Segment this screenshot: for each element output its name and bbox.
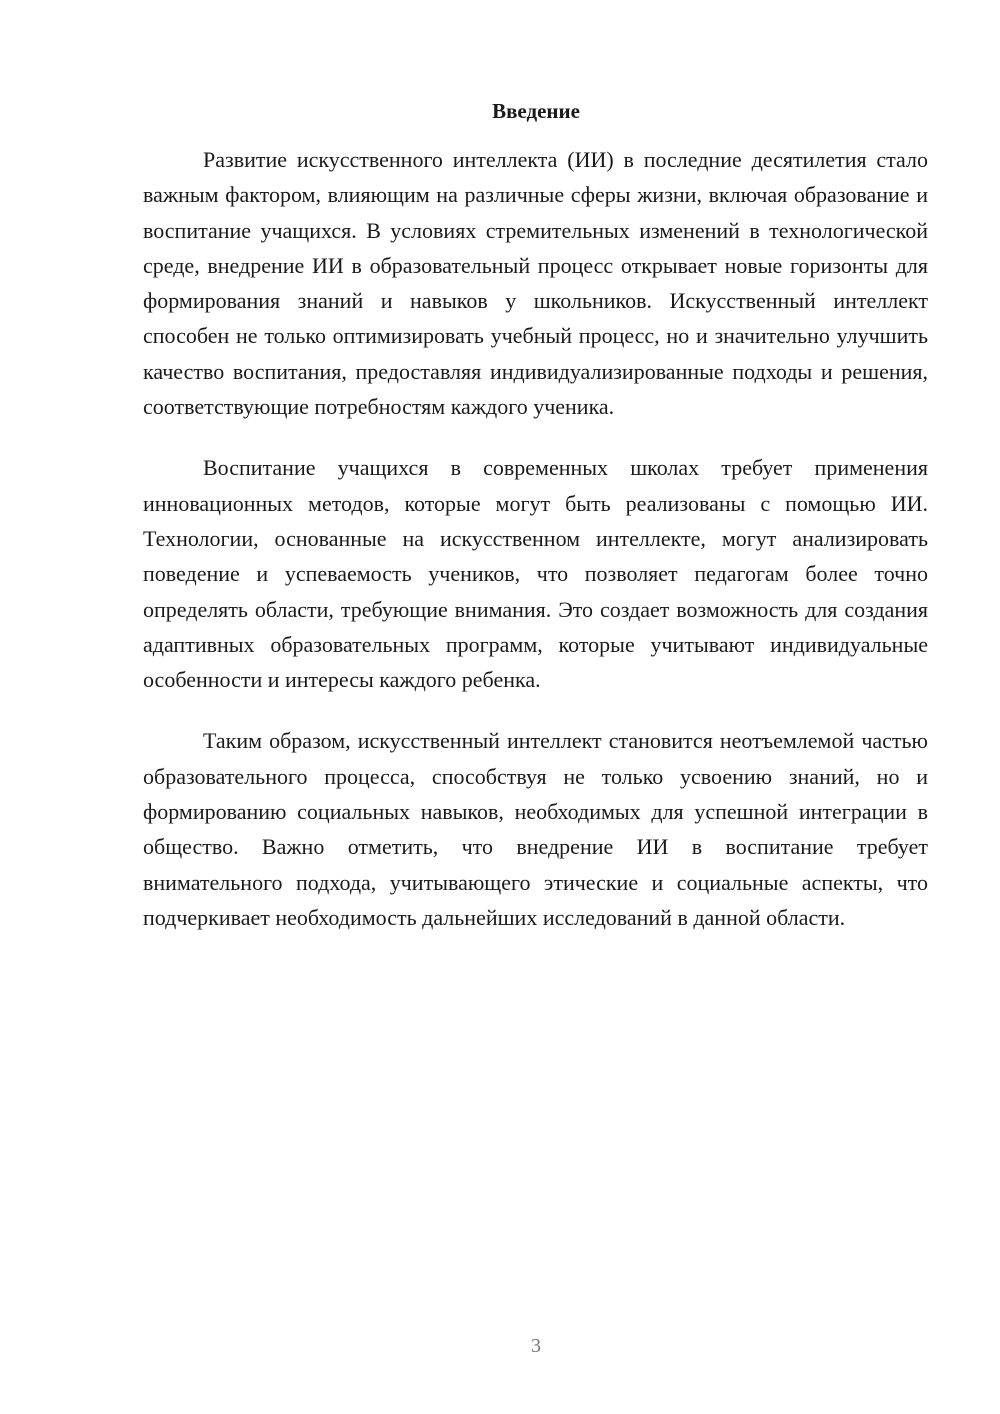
section-heading: Введение	[492, 99, 580, 123]
page-number: 3	[531, 1335, 541, 1357]
paragraph-2: Воспитание учащихся в современных школах требует применения инновационных методов, которые могут быть реализованы с помощью ИИ. Технологии, основанные на искусственном интеллекте, могут анализировать поведение и успеваемость учеников, что позволяет педагогам более точно определять области, требующие внимания. Это создает возможность для создания адаптивных образовательных программ, которые учитывают индивидуальные особенности и интересы каждого ребенка.	[143, 455, 928, 693]
paragraph-3: Таким образом, искусственный интеллект становится неотъемлемой частью образовательного процесса, способствуя не только усвоению знаний, но и формированию социальных навыков, необходимых для успешной интеграции в общество. Важно отметить, что внедрение ИИ в воспитание требует внимательного подхода, учитывающего этические и социальные аспекты, что подчеркивает необходимость дальнейших исследований в данной области.	[143, 728, 928, 930]
paragraph-1: Развитие искусственного интеллекта (ИИ) в последние десятилетия стало важным фактором, влияющим на различные сферы жизни, включая образование и воспитание учащихся. В условиях стремительных изменений в технологической среде, внедрение ИИ в образовательный процесс открывает новые горизонты для формирования знаний и навыков у школьников. Искусственный интеллект способен не только оптимизировать учебный процесс, но и значительно улучшить качество воспитания, предоставляя индивидуализированные подходы и решения, соответствующие потребностям каждого ученика.	[143, 147, 928, 420]
body-text	[143, 142, 928, 961]
